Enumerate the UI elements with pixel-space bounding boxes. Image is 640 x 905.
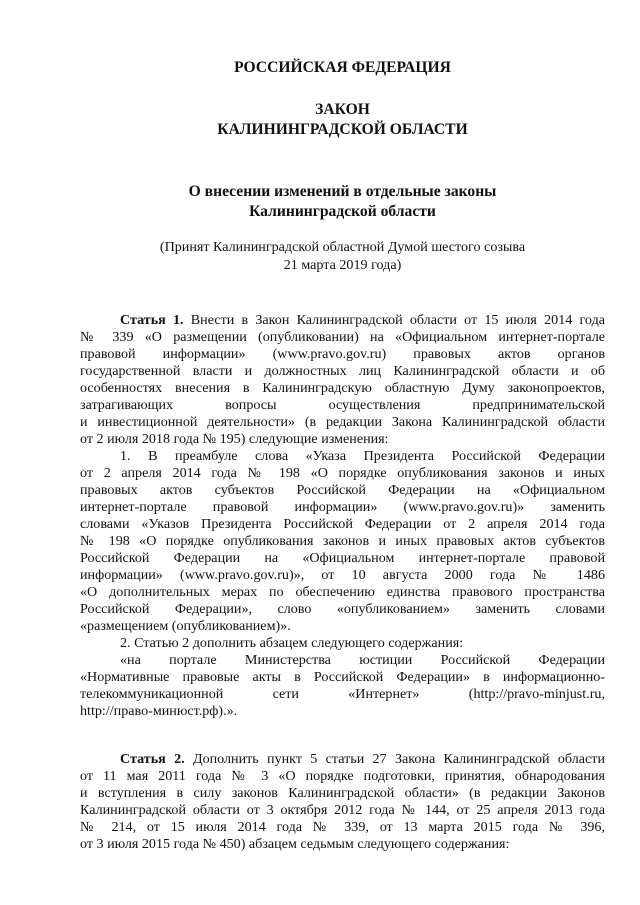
article-2-line: от 11 мая 2011 года № 3 «О порядке подготовки, принятия, обнародования	[80, 768, 605, 784]
item-1-line: № 198 «О порядке опубликования законов и иных правовых актов субъектов	[80, 533, 605, 549]
item-1-line: интернет-портале правовой информации» (www.pravo.gov.ru)» заменить	[80, 499, 605, 515]
law-subject	[80, 182, 605, 222]
article-2-line: от 3 июля 2015 года № 450) абзацем седьмым следующего содержания:	[80, 836, 510, 852]
adoption-line-2: 21 марта 2019 года)	[283, 257, 402, 273]
article-1-line: и инвестиционной деятельности» (в редакции Закона Калининградской области	[80, 414, 605, 430]
law-title-line-2: КАЛИНИНГРАДСКОЙ ОБЛАСТИ	[217, 121, 468, 138]
item-2-line: «Нормативные правовые акты в Российской Федерации» в информационно-	[80, 669, 605, 685]
item-1-line: от 2 апреля 2014 года № 198 «О порядке опубликования законов и иных	[80, 465, 605, 481]
article-1-line: Статья 1. Внести в Закон Калининградской области от 15 июля 2014 года	[120, 312, 605, 328]
article-2	[80, 751, 605, 853]
article-2-line: Калининградской области от 3 октября 2012 года № 144, от 25 апреля 2013 года	[80, 802, 605, 818]
item-1-line: «О дополнительных мерах по обеспечению единства правового пространства	[80, 584, 605, 600]
adoption-line-1: (Принят Калининградской областной Думой шестого созыва	[159, 239, 526, 255]
article-1-line: от 2 июля 2018 года № 195) следующие изменения:	[80, 431, 389, 447]
article-1-line: государственной власти и должностных лиц Калининградской области и об	[80, 363, 605, 379]
law-title-line-1: ЗАКОН	[315, 101, 370, 118]
article-1-label: Статья 1.	[120, 312, 184, 328]
document-header	[80, 58, 605, 140]
adoption-note	[80, 238, 605, 274]
subject-line-2: Калининградской области	[249, 203, 436, 220]
article-1-line: особенностях внесения в Калининградскую областную Думу законопроектов,	[80, 380, 605, 396]
item-1-line: информации» (www.pravo.gov.ru)», от 10 августа 2000 года № 1486	[80, 567, 605, 583]
item-1-line: Российской Федерации», слово «опубликованием» заменить словами	[80, 601, 605, 617]
article-1-line: правовой информации» (www.pravo.gov.ru) правовых актов органов	[80, 346, 605, 362]
item-2-line: 2. Статью 2 дополнить абзацем следующего содержания:	[120, 635, 464, 651]
item-2-line: телекоммуникационной сети «Интернет» (http://pravo-minjust.ru,	[80, 686, 605, 702]
article-2-line: № 214, от 15 июля 2014 года № 339, от 13 марта 2015 года № 396,	[80, 819, 605, 835]
item-1-line: «размещением (опубликованием)».	[80, 618, 291, 634]
article-2-line: и вступления в силу законов Калининградской области» (в редакции Законов	[80, 785, 605, 801]
article-2-label: Статья 2.	[120, 751, 185, 767]
item-1-line: Российской Федерации на «Официальном интернет-портале правовой	[80, 550, 605, 566]
article-1	[80, 312, 605, 720]
item-2-line: http://право-минюст.рф).».	[80, 703, 238, 719]
subject-line-1: О внесении изменений в отдельные законы	[188, 183, 497, 200]
article-1-line: затрагивающих вопросы осуществления предпринимательской	[80, 397, 605, 413]
item-1-line: словами «Указов Президента Российской Федерации от 2 апреля 2014 года	[80, 516, 605, 532]
article-1-line: № 339 «О размещении (опубликовании) на «Официальном интернет-портале	[80, 329, 605, 345]
item-2-line: «на портале Министерства юстиции Российской Федерации	[120, 652, 605, 668]
article-2-line: Статья 2. Дополнить пункт 5 статьи 27 Закона Калининградской области	[120, 751, 605, 767]
country-heading: РОССИЙСКАЯ ФЕДЕРАЦИЯ	[234, 59, 451, 76]
item-1-line: правовых актов субъектов Российской Федерации на «Официальном	[80, 482, 605, 498]
item-1-line: 1. В преамбуле слова «Указа Президента Российской Федерации	[120, 448, 605, 464]
